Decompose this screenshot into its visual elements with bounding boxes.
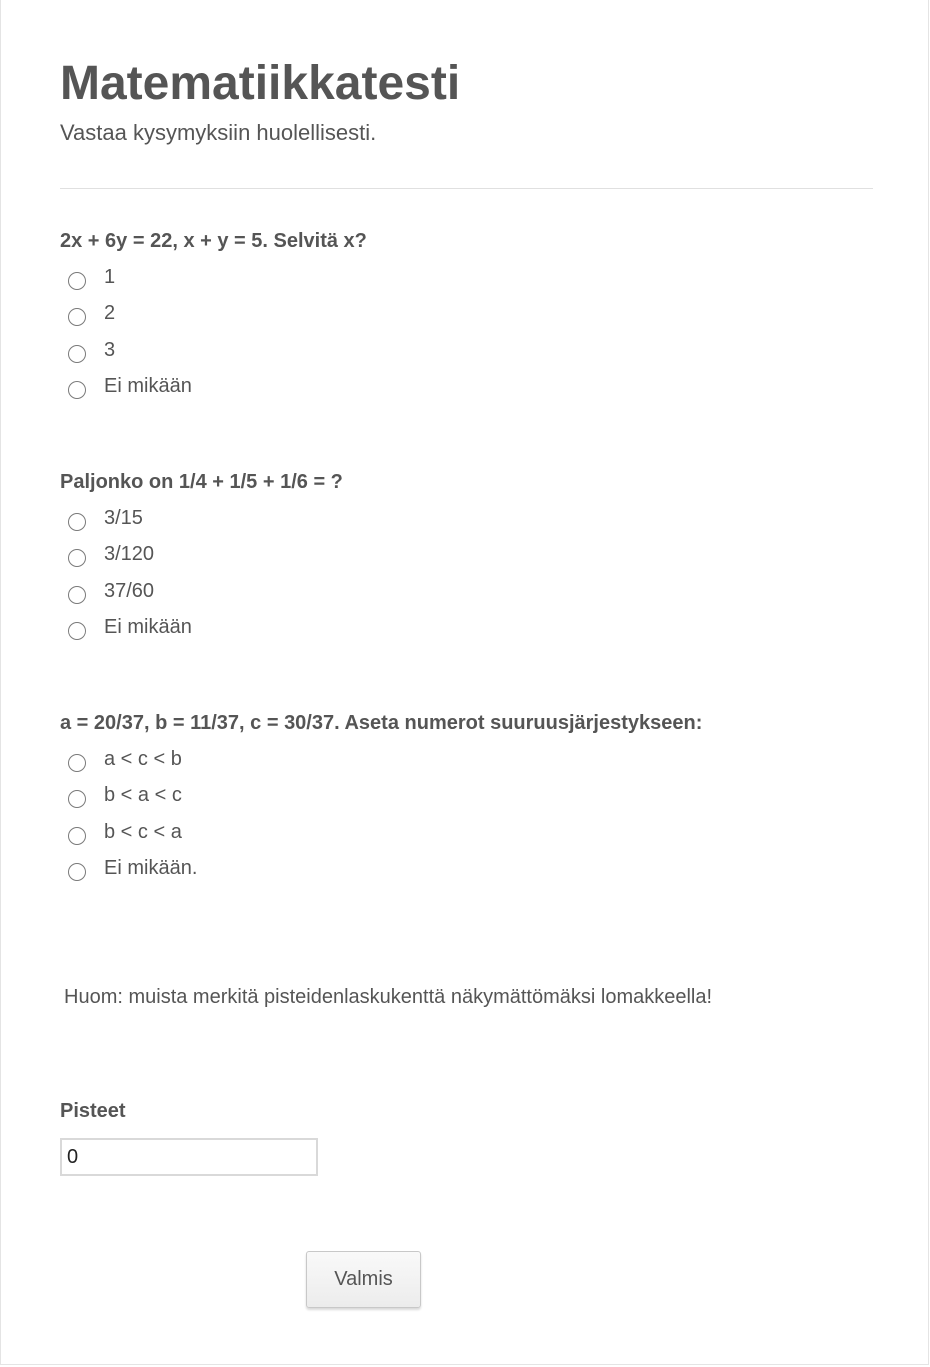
option-label: Ei mikään. (104, 856, 198, 879)
radio-button[interactable] (68, 863, 86, 881)
radio-button[interactable] (68, 513, 86, 531)
radio-button[interactable] (68, 345, 86, 363)
instruction-note: Huom: muista merkitä pisteidenlaskukenttä näkymättömäksi lomakkeella! (64, 986, 713, 1008)
radio-button[interactable] (68, 586, 86, 604)
page-title: Matematiikkatesti (60, 57, 461, 110)
answer-option[interactable] (60, 542, 873, 578)
option-label: 1 (104, 266, 116, 288)
option-label: 2 (104, 302, 116, 325)
answer-option[interactable] (60, 615, 873, 651)
answer-options (60, 747, 873, 892)
answer-option[interactable] (60, 783, 873, 819)
question-2 (60, 470, 873, 651)
option-label: 3/15 (104, 507, 143, 529)
radio-button[interactable] (68, 754, 86, 772)
answer-option[interactable] (60, 820, 873, 856)
header-divider (60, 188, 873, 189)
radio-button[interactable] (68, 308, 86, 326)
submit-button[interactable]: Valmis (306, 1251, 421, 1308)
page-subtitle: Vastaa kysymyksiin huolellisesti. (60, 120, 377, 145)
answer-option[interactable] (60, 301, 873, 337)
option-label: 3 (104, 338, 116, 361)
question-3 (60, 711, 873, 892)
answer-options (60, 265, 873, 410)
option-label: 37/60 (104, 579, 155, 602)
radio-button[interactable] (68, 622, 86, 640)
answer-option[interactable] (60, 856, 873, 892)
score-label: Pisteet (60, 1100, 126, 1122)
answer-options (60, 506, 873, 651)
radio-button[interactable] (68, 272, 86, 290)
radio-button[interactable] (68, 827, 86, 845)
option-label: a < c < b (104, 748, 182, 770)
question-1 (60, 229, 873, 410)
option-label: 3/120 (104, 543, 155, 566)
answer-option[interactable] (60, 579, 873, 615)
answer-option[interactable] (60, 265, 873, 301)
radio-button[interactable] (68, 549, 86, 567)
answer-option[interactable] (60, 338, 873, 374)
option-label: Ei mikään (104, 615, 192, 638)
option-label: b < c < a (104, 820, 182, 843)
question-label: a = 20/37, b = 11/37, c = 30/37. Aseta numerot suuruusjärjestykseen: (60, 712, 703, 734)
radio-button[interactable] (68, 381, 86, 399)
answer-option[interactable] (60, 374, 873, 410)
option-label: b < a < c (104, 784, 182, 807)
question-label: 2x + 6y = 22, x + y = 5. Selvitä x? (60, 230, 367, 252)
score-input[interactable] (60, 1138, 318, 1176)
answer-option[interactable] (60, 506, 873, 542)
answer-option[interactable] (60, 747, 873, 783)
radio-button[interactable] (68, 790, 86, 808)
option-label: Ei mikään (104, 374, 192, 397)
question-label: Paljonko on 1/4 + 1/5 + 1/6 = ? (60, 471, 343, 493)
